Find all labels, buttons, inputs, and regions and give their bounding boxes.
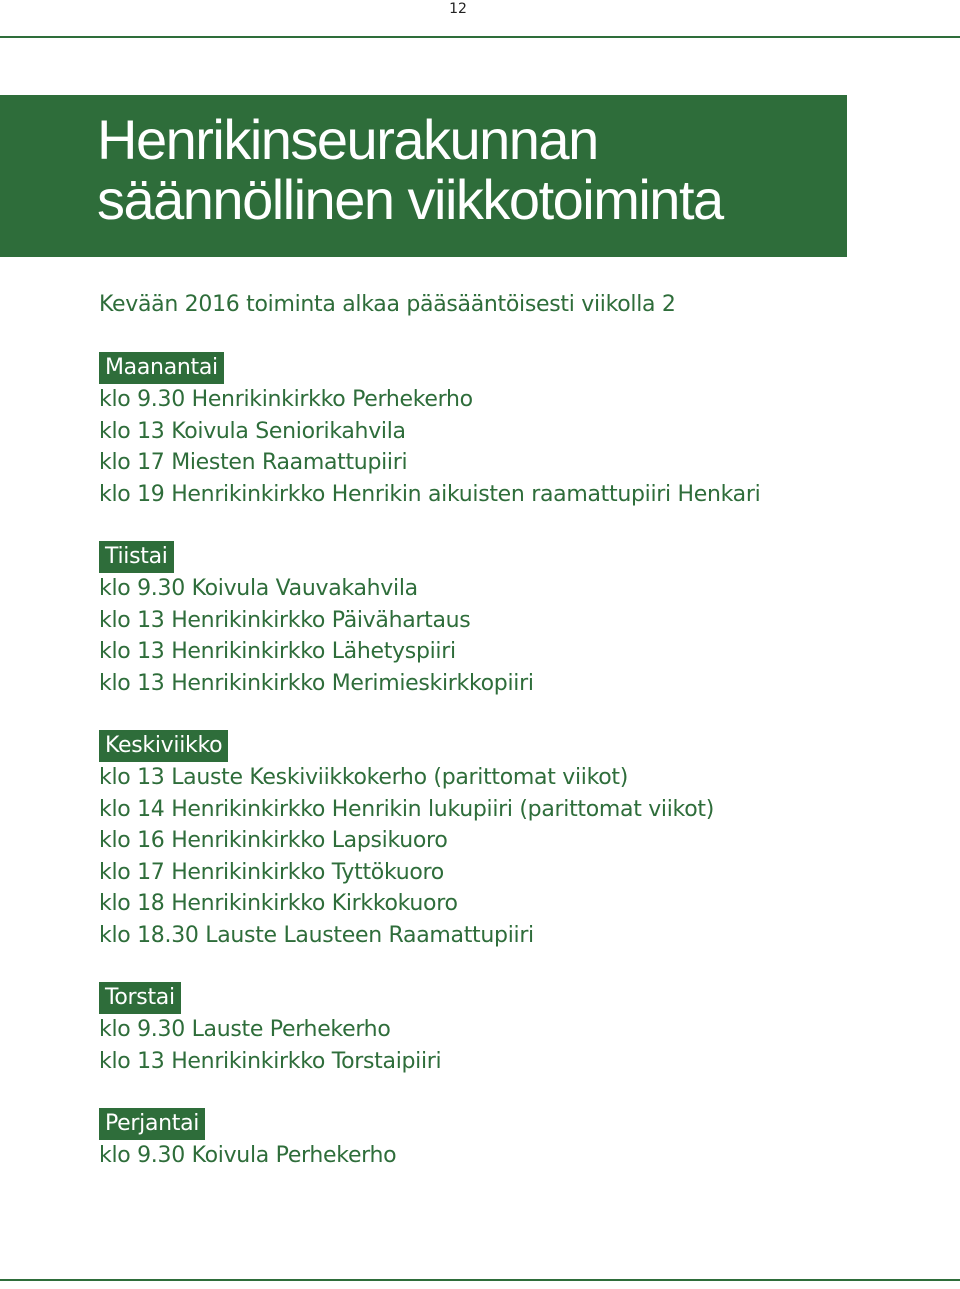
day-section-wednesday: [99, 730, 714, 951]
schedule-entry: klo 16 Henrikinkirkko Lapsikuoro: [99, 828, 448, 853]
schedule-list: [99, 573, 534, 699]
schedule-entry: klo 19 Henrikinkirkko Henrikin aikuisten raamattupiiri Henkari: [99, 481, 761, 507]
schedule-list: [99, 384, 760, 510]
schedule-entry: klo 13 Henrikinkirkko Torstaipiiri: [99, 1048, 442, 1074]
schedule-entry: klo 9.30 Henrikinkirkko Perhekerho: [99, 387, 473, 412]
day-label: Perjantai: [99, 1108, 205, 1140]
day-section-thursday: [99, 982, 441, 1077]
day-section-friday: [99, 1108, 396, 1172]
schedule-entry: klo 17 Miesten Raamattupiiri: [99, 450, 408, 475]
page-title-line-1: Henrikinseurakunnan: [97, 108, 598, 171]
day-label: Maanantai: [99, 352, 224, 384]
intro-text: Kevään 2016 toiminta alkaa pääsääntöisesti viikolla 2: [99, 292, 676, 317]
schedule-entry: klo 18 Henrikinkirkko Kirkkokuoro: [99, 891, 458, 916]
day-label: Keskiviikko: [99, 730, 228, 762]
schedule-entry: klo 9.30 Koivula Vauvakahvila: [99, 576, 418, 601]
schedule-entry: klo 9.30 Lauste Perhekerho: [99, 1017, 391, 1042]
schedule-list: [99, 1014, 441, 1077]
schedule-entry: klo 13 Lauste Keskiviikkokerho (parittomat viikot): [99, 765, 629, 790]
schedule-entry: klo 13 Henrikinkirkko Merimieskirkkopiiri: [99, 670, 534, 696]
page-number: 12: [449, 1, 467, 17]
schedule-entry: klo 13 Henrikinkirkko Päivähartaus: [99, 607, 471, 633]
schedule-entry: klo 13 Henrikinkirkko Lähetyspiiri: [99, 639, 456, 664]
schedule-list: [99, 762, 714, 951]
day-label: Torstai: [99, 982, 181, 1014]
schedule-list: [99, 1140, 396, 1172]
schedule-entry: klo 9.30 Koivula Perhekerho: [99, 1143, 397, 1168]
schedule-entry: klo 14 Henrikinkirkko Henrikin lukupiiri (parittomat viikot): [99, 796, 714, 822]
day-section-monday: [99, 352, 760, 510]
day-section-tuesday: [99, 541, 534, 699]
page-title-line-2: säännöllinen viikkotoiminta: [97, 168, 723, 231]
top-divider: [0, 36, 960, 38]
schedule-entry: klo 13 Koivula Seniorikahvila: [99, 418, 406, 444]
schedule-entry: klo 17 Henrikinkirkko Tyttökuoro: [99, 859, 444, 885]
day-label: Tiistai: [99, 541, 174, 573]
bottom-divider: [0, 1279, 960, 1281]
schedule-entry: klo 18.30 Lauste Lausteen Raamattupiiri: [99, 922, 534, 948]
